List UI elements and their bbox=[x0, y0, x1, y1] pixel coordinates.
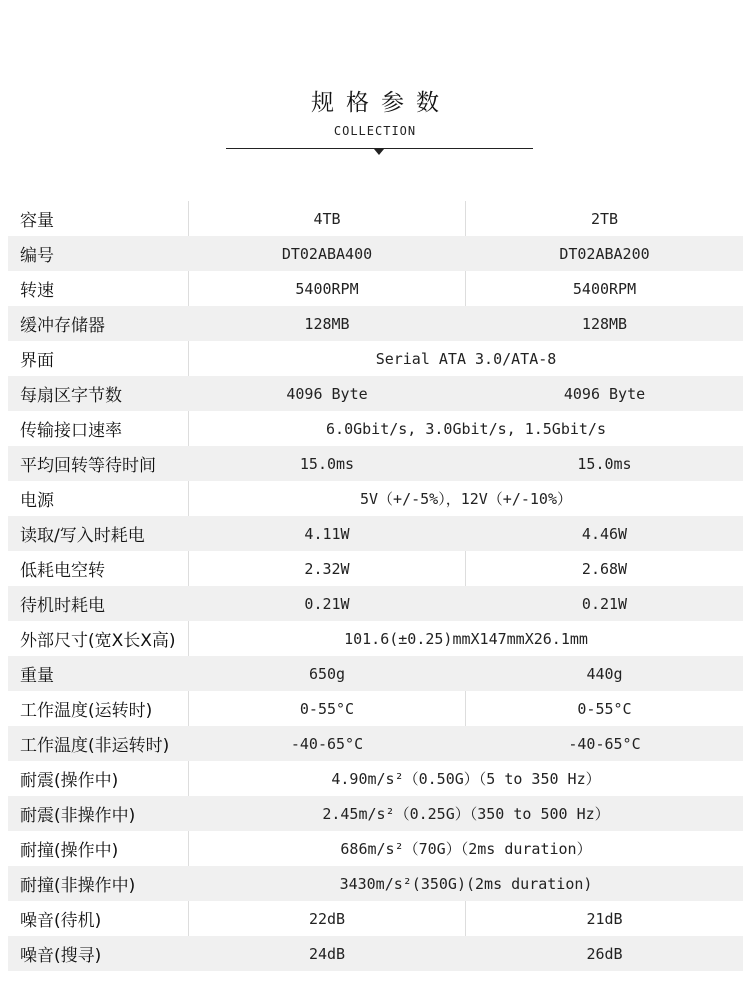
spec-label: 电源 bbox=[20, 491, 54, 511]
spec-label: 界面 bbox=[20, 351, 54, 371]
spec-label: 每扇区字节数 bbox=[20, 386, 122, 406]
spec-value-2tb: -40-65°C bbox=[465, 726, 743, 761]
spec-value-shared: 3430m/s²(350G)(2ms duration) bbox=[188, 866, 743, 901]
spec-row bbox=[8, 271, 743, 306]
spec-value-2tb: 4096 Byte bbox=[465, 376, 743, 411]
spec-value-2tb: 5400RPM bbox=[465, 271, 743, 306]
spec-row bbox=[8, 341, 743, 376]
spec-label: 传输接口速率 bbox=[20, 421, 122, 441]
spec-label: 读取/写入时耗电 bbox=[20, 526, 145, 546]
spec-value-2tb: 15.0ms bbox=[465, 446, 743, 481]
spec-label: 低耗电空转 bbox=[20, 561, 105, 581]
spec-row bbox=[8, 516, 743, 551]
spec-row bbox=[8, 656, 743, 691]
spec-value-4tb: 0.21W bbox=[188, 586, 465, 621]
spec-row bbox=[8, 306, 743, 341]
spec-label: 待机时耗电 bbox=[20, 596, 105, 616]
spec-label: 外部尺寸(宽X长X高) bbox=[20, 631, 176, 651]
spec-row bbox=[8, 796, 743, 831]
spec-row bbox=[8, 551, 743, 586]
spec-label: 平均回转等待时间 bbox=[20, 456, 156, 476]
spec-row bbox=[8, 901, 743, 936]
spec-label: 缓冲存储器 bbox=[20, 316, 105, 336]
spec-value-4tb: 0-55°C bbox=[188, 691, 465, 726]
spec-label: 耐撞(操作中) bbox=[20, 841, 119, 861]
spec-value-2tb: 0-55°C bbox=[465, 691, 743, 726]
spec-row bbox=[8, 726, 743, 761]
spec-value-4tb: 128MB bbox=[188, 306, 465, 341]
spec-value-4tb: 4TB bbox=[188, 201, 465, 236]
spec-label: 编号 bbox=[20, 246, 54, 266]
spec-value-shared: 4.90m/s²（0.50G）（5 to 350 Hz） bbox=[188, 761, 743, 796]
spec-row bbox=[8, 446, 743, 481]
spec-row bbox=[8, 761, 743, 796]
spec-value-4tb: 15.0ms bbox=[188, 446, 465, 481]
spec-value-4tb: 2.32W bbox=[188, 551, 465, 586]
spec-value-4tb: 22dB bbox=[188, 901, 465, 936]
spec-value-2tb: 440g bbox=[465, 656, 743, 691]
spec-row bbox=[8, 866, 743, 901]
spec-label: 工作温度(运转时) bbox=[20, 701, 153, 721]
spec-row bbox=[8, 236, 743, 271]
spec-label: 耐震(操作中) bbox=[20, 771, 119, 791]
spec-row bbox=[8, 831, 743, 866]
spec-value-2tb: 2TB bbox=[465, 201, 743, 236]
spec-value-2tb: 2.68W bbox=[465, 551, 743, 586]
spec-value-2tb: 4.46W bbox=[465, 516, 743, 551]
spec-value-4tb: 5400RPM bbox=[188, 271, 465, 306]
spec-label: 噪音(搜寻) bbox=[20, 946, 102, 966]
spec-value-4tb: 4.11W bbox=[188, 516, 465, 551]
spec-value-2tb: DT02ABA200 bbox=[465, 236, 743, 271]
spec-value-shared: 6.0Gbit/s, 3.0Gbit/s, 1.5Gbit/s bbox=[188, 411, 743, 446]
spec-value-4tb: 24dB bbox=[188, 936, 465, 971]
spec-value-2tb: 0.21W bbox=[465, 586, 743, 621]
spec-value-2tb: 26dB bbox=[465, 936, 743, 971]
spec-value-shared: 686m/s²（70G）（2ms duration） bbox=[188, 831, 743, 866]
spec-row bbox=[8, 586, 743, 621]
spec-label: 噪音(待机) bbox=[20, 911, 102, 931]
spec-value-4tb: -40-65°C bbox=[188, 726, 465, 761]
spec-value-4tb: 650g bbox=[188, 656, 465, 691]
spec-label: 容量 bbox=[20, 211, 54, 231]
spec-header bbox=[0, 88, 750, 138]
spec-table bbox=[8, 201, 743, 971]
page-subtitle: COLLECTION bbox=[333, 124, 417, 138]
triangle-down-icon bbox=[374, 149, 384, 155]
spec-row bbox=[8, 201, 743, 236]
spec-label: 耐撞(非操作中) bbox=[20, 876, 136, 896]
spec-value-2tb: 21dB bbox=[465, 901, 743, 936]
spec-row bbox=[8, 411, 743, 446]
spec-value-4tb: DT02ABA400 bbox=[188, 236, 465, 271]
spec-row bbox=[8, 621, 743, 656]
spec-value-2tb: 128MB bbox=[465, 306, 743, 341]
spec-value-shared: Serial ATA 3.0/ATA-8 bbox=[188, 341, 743, 376]
spec-value-shared: 2.45m/s²（0.25G）（350 to 500 Hz） bbox=[188, 796, 743, 831]
spec-label: 转速 bbox=[20, 281, 54, 301]
spec-row bbox=[8, 376, 743, 411]
spec-row bbox=[8, 691, 743, 726]
spec-label: 重量 bbox=[20, 666, 54, 686]
spec-label: 工作温度(非运转时) bbox=[20, 736, 170, 756]
spec-row bbox=[8, 481, 743, 516]
spec-value-shared: 5V（+/-5%），12V（+/-10%） bbox=[188, 481, 743, 516]
page-title: 规格参数 bbox=[311, 90, 451, 116]
spec-label: 耐震(非操作中) bbox=[20, 806, 136, 826]
spec-value-shared: 101.6(±0.25)mmX147mmX26.1mm bbox=[188, 621, 743, 656]
spec-row bbox=[8, 936, 743, 971]
spec-value-4tb: 4096 Byte bbox=[188, 376, 465, 411]
